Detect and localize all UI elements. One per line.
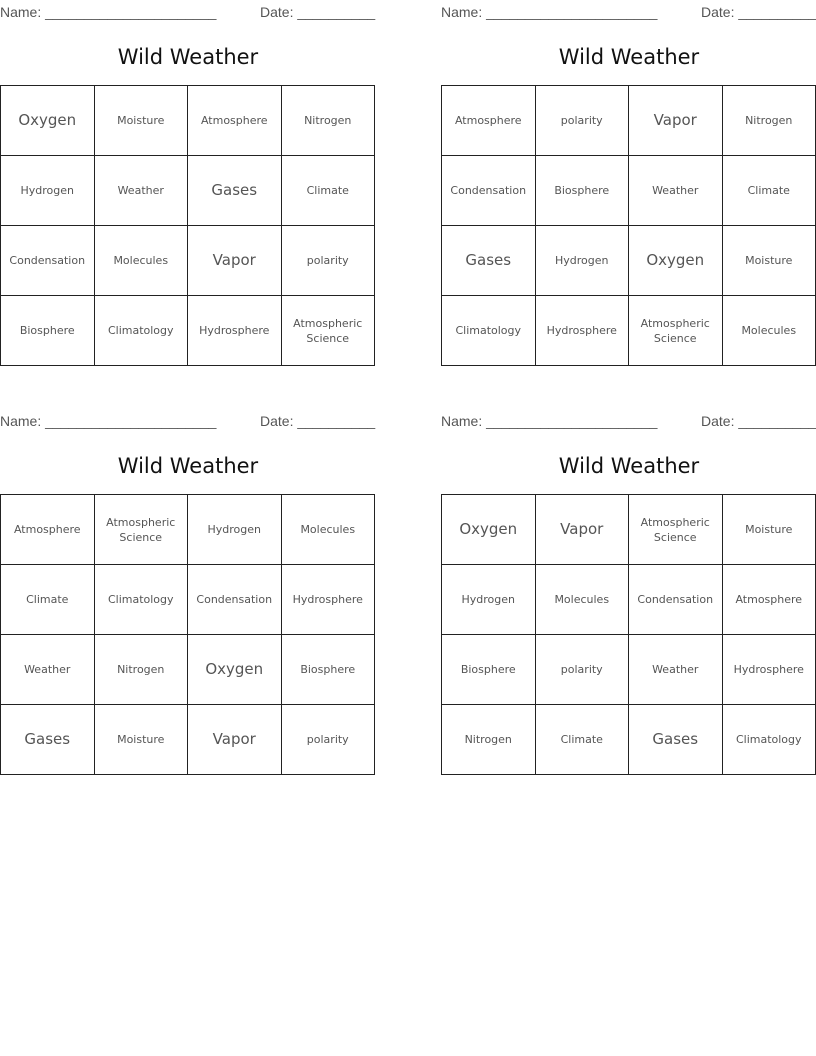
bingo-cell: Atmosphere — [442, 86, 536, 156]
bingo-cell: Weather — [95, 156, 189, 226]
date-field-label: Date: __________ — [701, 4, 816, 20]
header-line — [0, 411, 376, 431]
bingo-cell: Molecules — [536, 565, 630, 635]
bingo-cell: polarity — [282, 226, 376, 296]
bingo-cell: Gases — [629, 705, 723, 775]
bingo-cell: Weather — [629, 635, 723, 705]
name-field-label: Name: ______________________ — [0, 4, 217, 20]
bingo-cell: Hydrogen — [536, 226, 630, 296]
bingo-cell: Biosphere — [442, 635, 536, 705]
bingo-cell: Atmospheric Science — [95, 495, 189, 565]
card-title: Wild Weather — [117, 454, 259, 478]
bingo-cell: Oxygen — [442, 495, 536, 565]
bingo-cell: Nitrogen — [95, 635, 189, 705]
bingo-cell: Molecules — [723, 296, 816, 366]
date-field-label: Date: __________ — [701, 413, 816, 429]
bingo-cell: Condensation — [188, 565, 282, 635]
bingo-cell: Nitrogen — [282, 86, 376, 156]
bingo-cell: Climate — [282, 156, 376, 226]
bingo-cell: Climate — [536, 705, 630, 775]
bingo-cell: Gases — [1, 705, 95, 775]
bingo-cell: Hydrosphere — [282, 565, 376, 635]
name-field-label: Name: ______________________ — [0, 413, 217, 429]
bingo-cell: Oxygen — [629, 226, 723, 296]
bingo-cell: Vapor — [536, 495, 630, 565]
header-line — [441, 411, 816, 431]
bingo-cell: Condensation — [629, 565, 723, 635]
bingo-cell: Moisture — [723, 226, 816, 296]
bingo-cell: Oxygen — [188, 635, 282, 705]
bingo-cell: Hydrosphere — [188, 296, 282, 366]
bingo-grid — [441, 85, 816, 366]
bingo-cell: Gases — [442, 226, 536, 296]
bingo-cell: Vapor — [188, 226, 282, 296]
bingo-cell: Climatology — [95, 565, 189, 635]
bingo-cell: Vapor — [188, 705, 282, 775]
name-field-label: Name: ______________________ — [441, 4, 658, 20]
bingo-cell: polarity — [536, 635, 630, 705]
bingo-cell: Atmosphere — [723, 565, 816, 635]
name-field-label: Name: ______________________ — [441, 413, 658, 429]
bingo-cell: Hydrogen — [188, 495, 282, 565]
bingo-cell: Atmosphere — [1, 495, 95, 565]
bingo-cell: Weather — [629, 156, 723, 226]
bingo-cell: Condensation — [1, 226, 95, 296]
bingo-cell: Vapor — [629, 86, 723, 156]
card-title: Wild Weather — [558, 45, 700, 69]
bingo-cell: Molecules — [95, 226, 189, 296]
bingo-cell: Atmosphere — [188, 86, 282, 156]
bingo-cell: Biosphere — [1, 296, 95, 366]
bingo-cell: Climatology — [95, 296, 189, 366]
date-field-label: Date: __________ — [260, 413, 376, 429]
bingo-cell: Hydrogen — [1, 156, 95, 226]
bingo-grid — [0, 494, 375, 775]
bingo-cell: polarity — [282, 705, 376, 775]
bingo-cell: Nitrogen — [723, 86, 816, 156]
card-title: Wild Weather — [117, 45, 259, 69]
header-line — [441, 2, 816, 22]
bingo-cell: Hydrosphere — [723, 635, 816, 705]
card-title: Wild Weather — [558, 454, 700, 478]
bingo-cell: Molecules — [282, 495, 376, 565]
header-line — [0, 2, 376, 22]
bingo-cell: Atmospheric Science — [629, 495, 723, 565]
bingo-cell: Atmospheric Science — [629, 296, 723, 366]
bingo-cell: Biosphere — [282, 635, 376, 705]
bingo-cell: Atmospheric Science — [282, 296, 376, 366]
bingo-cell: Gases — [188, 156, 282, 226]
bingo-cell: Hydrogen — [442, 565, 536, 635]
bingo-cell: Moisture — [95, 705, 189, 775]
date-field-label: Date: __________ — [260, 4, 376, 20]
bingo-cell: Condensation — [442, 156, 536, 226]
bingo-cell: Biosphere — [536, 156, 630, 226]
bingo-cell: Oxygen — [1, 86, 95, 156]
bingo-cell: Climatology — [442, 296, 536, 366]
bingo-grid — [441, 494, 816, 775]
bingo-cell: Moisture — [723, 495, 816, 565]
bingo-cell: polarity — [536, 86, 630, 156]
bingo-cell: Moisture — [95, 86, 189, 156]
bingo-cell: Climate — [723, 156, 816, 226]
bingo-cell: Nitrogen — [442, 705, 536, 775]
bingo-cell: Climate — [1, 565, 95, 635]
bingo-cell: Hydrosphere — [536, 296, 630, 366]
bingo-cell: Weather — [1, 635, 95, 705]
bingo-grid — [0, 85, 375, 366]
bingo-cell: Climatology — [723, 705, 816, 775]
